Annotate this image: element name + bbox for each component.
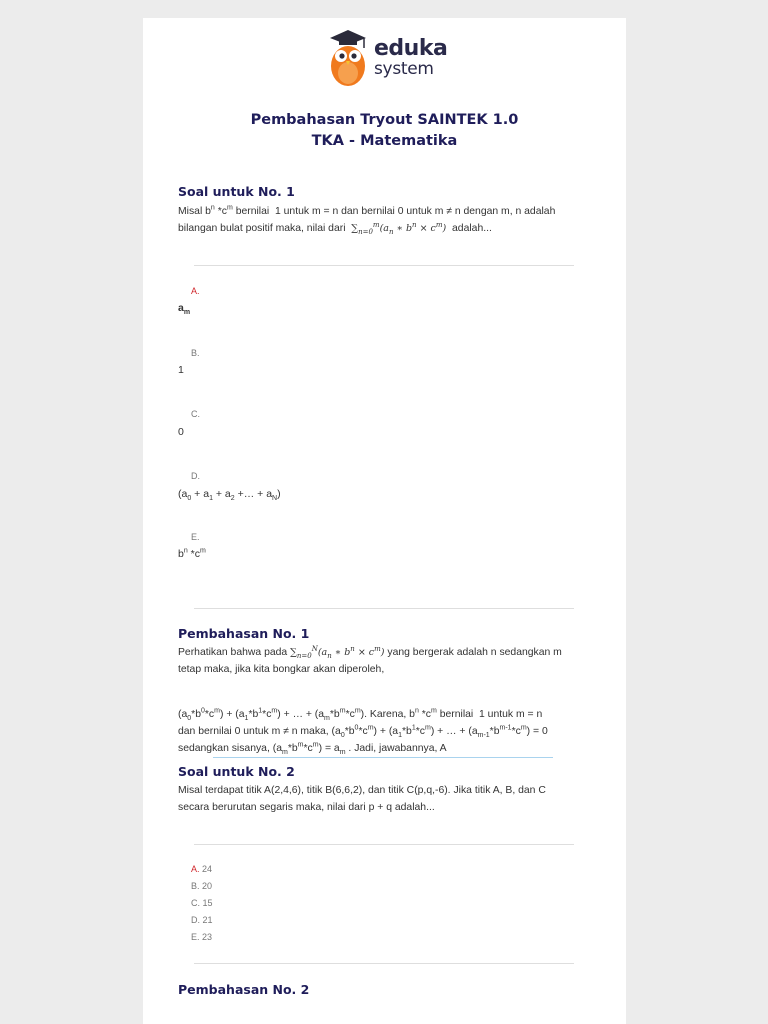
logo-text-system: system	[374, 59, 434, 79]
option-d-label[interactable]: D.	[191, 471, 200, 481]
title-line-1: Pembahasan Tryout SAINTEK 1.0	[250, 112, 519, 128]
q2-option-e-value: 23	[202, 932, 213, 942]
q2-option-d-label: D.	[191, 915, 200, 925]
separator	[194, 265, 574, 266]
logo-text-eduka: eduka	[374, 36, 448, 61]
option-b-value: 1	[178, 364, 184, 376]
question-2-heading: Soal untuk No. 2	[178, 764, 295, 779]
derivation-line-3: sedangkan sisanya, $(a_m*b^m*c^m) = a_m$ . Jadi, jawabannya, A	[178, 741, 447, 757]
logo-wordmark	[374, 38, 447, 78]
option-e-label[interactable]: E.	[191, 532, 200, 542]
q2-option-a-value: 24	[202, 864, 213, 874]
q2-option-d[interactable]	[191, 915, 213, 925]
question-2-line-1: Misal terdapat titik A(2,4,6), titik B(6,6,2), dan titik C(p,q,-6). Jika titik A, B, dan C	[178, 785, 546, 796]
section-divider	[213, 757, 553, 758]
separator	[194, 963, 574, 964]
option-c-value: 0	[178, 426, 184, 438]
explanation-1-heading: Pembahasan No. 1	[178, 626, 310, 641]
explanation-1-derivation	[178, 706, 588, 757]
explanation-1-line-2: tetap maka, jika kita bongkar akan diperoleh,	[178, 664, 385, 675]
q2-option-b[interactable]	[191, 881, 212, 891]
question-1-line-1: Misal $b^n$ $*c^m$ bernilai 1 untuk m = n dan bernilai 0 untuk m ≠ n dengan m, n adalah	[178, 204, 556, 217]
separator	[194, 844, 574, 845]
title-line-2: TKA - Matematika	[311, 133, 458, 149]
derivation-line-1: $(a_0*b^0*c^m) + (a_1*b^1*c^m)$ + … + $(a_m*b^m*c^m)$. Karena, $b^n$ $*c^m$ bernilai 1 untuk m = n	[178, 707, 543, 723]
question-1-heading: Soal untuk No. 1	[178, 184, 295, 199]
document-page	[143, 18, 626, 1024]
q2-option-d-value: 21	[202, 915, 213, 925]
question-2-text	[178, 782, 588, 816]
question-2-line-2: secara berurutan segaris maka, nilai dari p + q adalah...	[178, 802, 435, 813]
q2-option-e-label: E.	[191, 932, 200, 942]
question-1-line-2	[178, 220, 588, 237]
q2-option-a[interactable]	[191, 864, 212, 874]
option-b-label[interactable]: B.	[191, 348, 200, 358]
q2-option-b-label: B.	[191, 881, 200, 891]
q2-option-c-label: C.	[191, 898, 200, 908]
explanation-1-line-1: Perhatikan bahwa pada $\sum_{n=0}^N(a_n$ ∗ $b^n \times c^m$) yang bergerak adalah n sedangkan m	[178, 644, 562, 660]
question-1-line-2-end: adalah...	[452, 223, 492, 234]
option-c-label[interactable]: C.	[191, 409, 200, 419]
sum-formula: $\sum_{n=0}^N(a_n$ ∗ $b^n \times c^m$)	[290, 644, 385, 660]
q2-option-a-label: A.	[191, 864, 200, 874]
question-1-line-2-start: bilangan bulat positif maka, nilai dari	[178, 223, 346, 234]
q2-option-c[interactable]	[191, 898, 213, 908]
q2-option-e[interactable]	[191, 932, 212, 942]
explanation-1-text	[178, 644, 588, 678]
option-e-value: $b^n$ $*c^m$	[178, 547, 206, 560]
sum-formula: $\sum_{n=0}^m(a_n$ ∗ $b^n \times c^m$)	[351, 220, 447, 236]
q2-option-c-value: 15	[202, 898, 213, 908]
question-1-text	[178, 203, 588, 237]
option-a-value: $a_m$	[178, 302, 191, 317]
separator	[194, 608, 574, 609]
q2-option-b-value: 20	[202, 881, 213, 891]
explanation-2-heading: Pembahasan No. 2	[178, 982, 310, 997]
option-a-label[interactable]: A.	[191, 286, 200, 296]
document-title	[143, 110, 626, 152]
derivation-line-2: dan bernilai 0 untuk m ≠ n maka, $(a_0*b^0*c^m) + (a_1*b^1*c^m)$ + … + $(a_{m-1}*b^{m-1}*c^m) = 0$	[178, 724, 548, 740]
owl-graduation-cap-icon	[326, 28, 370, 88]
option-d-value: ($a_0 + a_1 + a_2$ +… + $a_N$)	[178, 488, 281, 503]
